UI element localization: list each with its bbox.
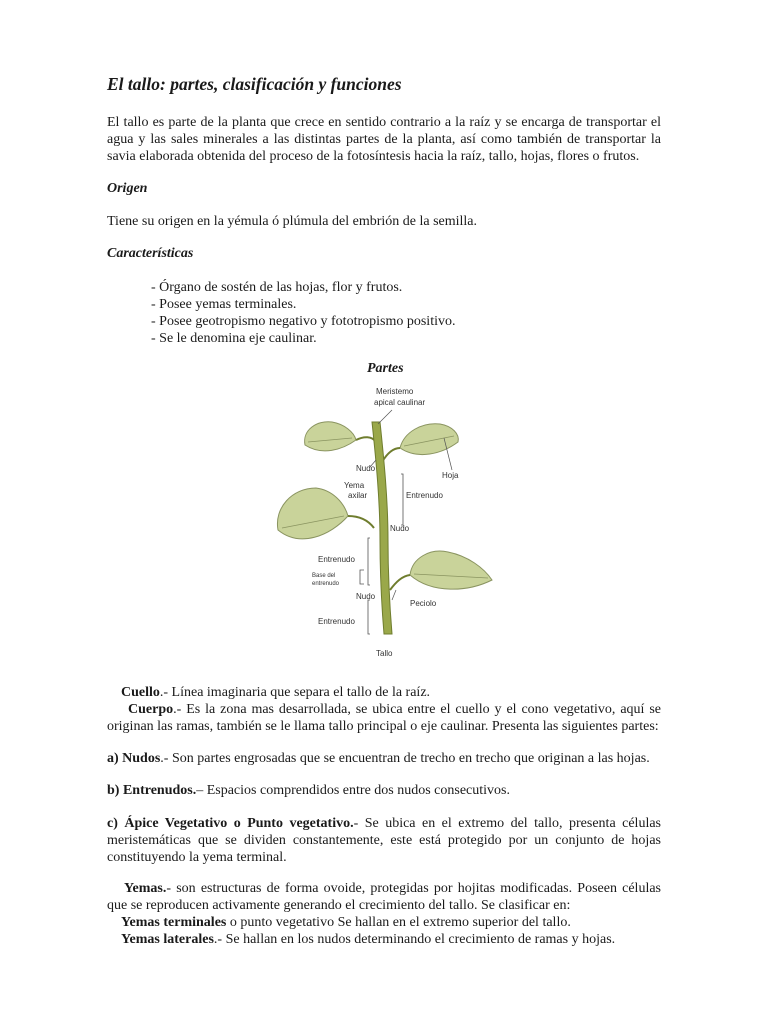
- entrenudos-term: b) Entrenudos.: [107, 783, 197, 798]
- intro-paragraph: El tallo es parte de la planta que crece en sentido contrario a la raíz y se encarga de transportar el agua y las sales minerales a las distintas partes de la planta, así como también de transportar la savia elaborada obtenida del proceso de la fotosíntesis hacia la raíz, tallo, hojas, flores o frutos.: [107, 115, 661, 164]
- yemas-terminales-text: o punto vegetativo Se hallan en el extremo superior del tallo.: [226, 915, 571, 930]
- entrenudos-paragraph: [107, 782, 661, 799]
- yemas-paragraph: [107, 880, 661, 914]
- label-peciolo: Peciolo: [410, 599, 437, 608]
- yemas-laterales-term: Yemas laterales: [121, 932, 214, 947]
- entrenudos-text: – Espacios comprendidos entre dos nudos consecutivos.: [196, 783, 510, 798]
- list-item: - Posee geotropismo negativo y fototropismo positivo.: [151, 314, 456, 329]
- list-item: - Posee yemas terminales.: [151, 297, 297, 312]
- yemas-laterales-text: .- Se hallan en los nudos determinando el crecimiento de ramas y hojas.: [213, 932, 616, 947]
- document-title: El tallo: partes, clasificación y funciones: [107, 74, 402, 94]
- yemas-terminales-paragraph: [121, 914, 661, 931]
- caracteristicas-heading: Características: [107, 246, 194, 261]
- label-tallo: Tallo: [376, 649, 393, 658]
- yemas-term: Yemas.: [124, 881, 167, 896]
- yemas-laterales-paragraph: [121, 931, 661, 948]
- label-entrenudo-top: Entrenudo: [406, 491, 443, 500]
- apice-text: - Se ubica en el extremo del tallo, presenta células meristemáticas que se dividen constantemente, este está protegido por un conjunto de hojas constituyendo la yema terminal.: [107, 816, 661, 865]
- yemas-terminales-term: Yemas terminales: [121, 915, 227, 930]
- caracteristicas-list: [151, 279, 455, 347]
- label-base-2: entrenudo: [312, 581, 340, 587]
- label-nudo-low: Nudo: [356, 592, 376, 601]
- label-base-1: Base del: [312, 573, 336, 579]
- list-item: - Se le denomina eje caulinar.: [151, 331, 317, 346]
- cuello-text: .- Línea imaginaria que separa el tallo de la raíz.: [159, 685, 431, 700]
- yemas-text: - son estructuras de forma ovoide, protegidas por hojitas modificadas. Poseen células que se reproducen activamente generando el crecimiento del tallo. Se clasificar en:: [107, 881, 661, 913]
- apice-term: c) Ápice Vegetativo o Punto vegetativo.: [107, 816, 354, 831]
- label-nudo-mid: Nudo: [390, 524, 410, 533]
- stem-diagram: [272, 380, 502, 662]
- cuerpo-text: .- Es la zona mas desarrollada, se ubica entre el cuello y el cono vegetativo, aquí se originan las ramas, también se le llama tallo principal o eje caulinar. Presenta las siguientes partes:: [107, 702, 661, 734]
- label-yema-1: Yema: [344, 481, 365, 490]
- label-yema-2: axilar: [348, 491, 368, 500]
- list-item: - Órgano de sostén de las hojas, flor y frutos.: [151, 280, 403, 295]
- cuello-term: Cuello: [121, 685, 160, 700]
- leaf-top-right: [382, 424, 458, 462]
- nudos-text: .- Son partes engrosadas que se encuentran de trecho en trecho que originan a las hojas.: [160, 751, 650, 766]
- cuerpo-term: Cuerpo: [128, 702, 174, 717]
- cuerpo-paragraph: [107, 701, 661, 735]
- origen-text: Tiene su origen en la yémula ó plúmula del embrión de la semilla.: [107, 214, 478, 229]
- origen-heading: Origen: [107, 181, 148, 196]
- apice-paragraph: [107, 815, 661, 866]
- label-hoja: Hoja: [442, 471, 459, 480]
- label-nudo-top: Nudo: [356, 464, 376, 473]
- partes-heading: Partes: [367, 361, 404, 376]
- nudos-paragraph: [107, 750, 661, 767]
- leaf-top-left: [305, 422, 376, 451]
- nudos-term: a) Nudos: [107, 751, 161, 766]
- label-meristemo-1: Meristemo: [376, 387, 414, 396]
- label-entrenudo-mid: Entrenudo: [318, 555, 355, 564]
- leaf-lower-right: [390, 551, 492, 590]
- label-entrenudo-low: Entrenudo: [318, 617, 355, 626]
- cuello-paragraph: [121, 684, 661, 701]
- label-meristemo-2: apical caulinar: [374, 398, 426, 407]
